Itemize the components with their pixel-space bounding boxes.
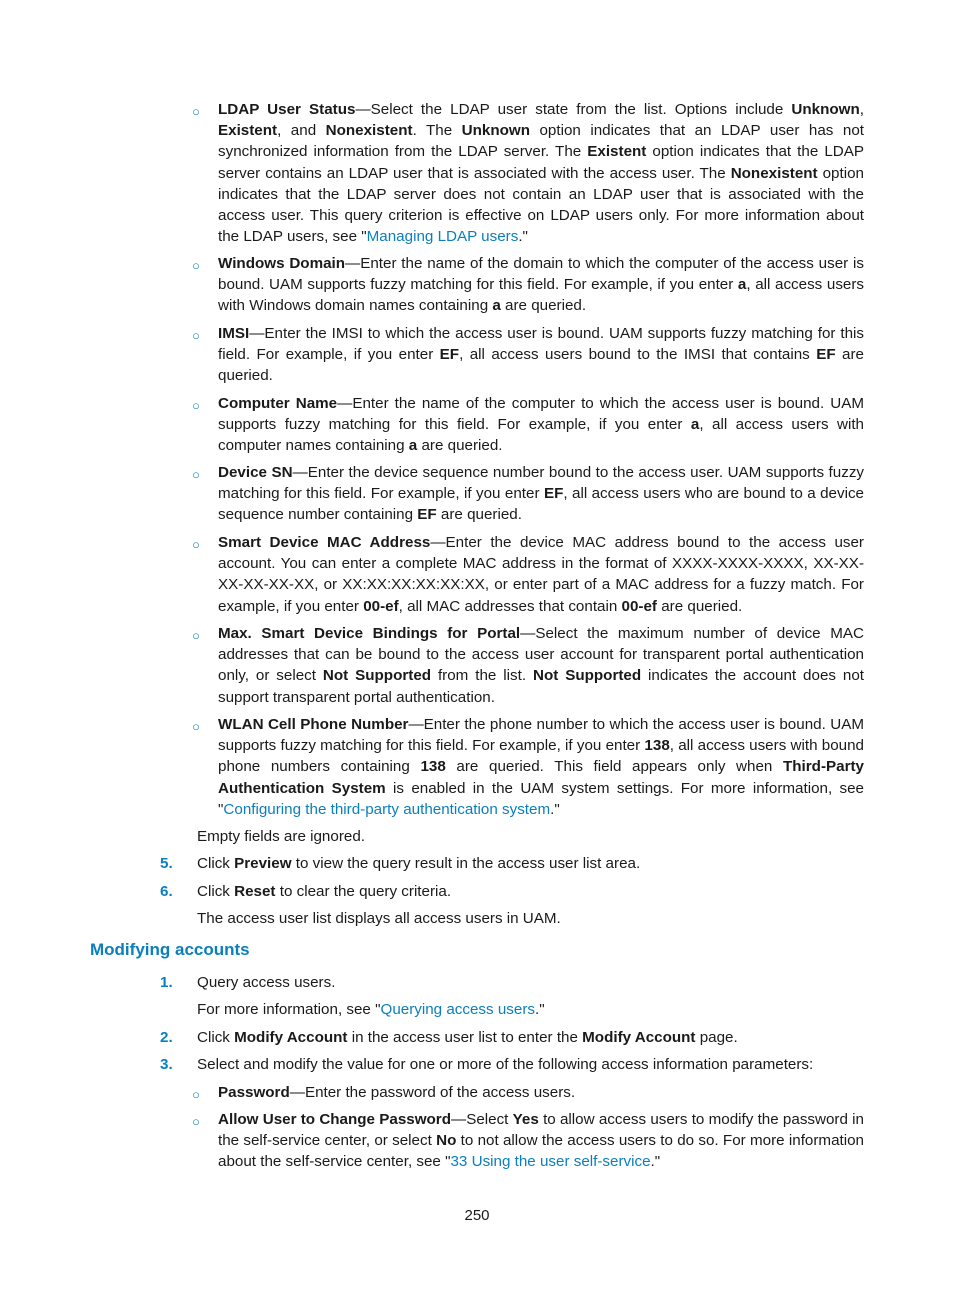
page-number: 250	[464, 1207, 490, 1224]
bold-term: Existent	[218, 122, 278, 140]
bold-term: Not Supported	[532, 667, 642, 685]
text-run: —Enter the name of the computer to which the access user is bound. UAM supports fuzzy matching for this field. For example, if you enter	[218, 395, 865, 434]
bold-term: Max. Smart Device Bindings for Portal	[218, 625, 521, 642]
item-device-sn	[218, 462, 864, 526]
text-run: option indicates that an LDAP user has not synchronized information from the LDAP server. The	[218, 122, 864, 161]
query-note	[197, 999, 864, 1020]
text-run: in the access user list to enter the	[347, 1029, 583, 1046]
text-run: For more information, see "	[197, 1001, 381, 1018]
bold-term: Modify Account	[582, 1029, 696, 1046]
bold-term: Unknown	[461, 122, 530, 140]
step-preview	[197, 853, 864, 874]
text-run: Click	[197, 1029, 235, 1046]
bold-term: Nonexistent	[730, 164, 818, 182]
bold-term: a	[690, 416, 700, 434]
section-heading: Modifying accounts	[90, 940, 250, 959]
text-run: ."	[550, 800, 560, 818]
bold-term: Not Supported	[322, 667, 432, 685]
text-run: , all MAC addresses that contain	[398, 597, 622, 615]
text-run: indicates the account does not support transparent portal authentication.	[218, 667, 865, 706]
step-number: 6.	[160, 883, 173, 900]
bold-term: a	[408, 437, 418, 455]
item-ldap-user-status	[218, 99, 864, 247]
text-run: are queried.	[218, 346, 864, 385]
bold-term: 138	[644, 737, 670, 755]
bold-term: IMSI	[218, 325, 250, 342]
bullet-icon: ○	[192, 1087, 200, 1102]
bold-term: a	[737, 276, 747, 294]
text-run: are queried.	[500, 297, 587, 315]
text-run: , all access users with computer names containing	[218, 416, 864, 455]
text-run: to allow access users to modify the password in the self-service center, or select	[218, 1111, 864, 1150]
text-run: . The	[412, 122, 462, 140]
bullet-icon: ○	[192, 328, 200, 343]
bold-term: Third-Party Authentication System	[218, 758, 864, 797]
text-run: —Select the LDAP user state from the list. Options include	[355, 101, 792, 118]
bullet-icon: ○	[192, 628, 200, 643]
text-run: —Enter the device MAC address bound to the access user account. You can enter a complete MAC address in the format of XXXX-XXXX-XXXX, XX-XX-XX-XX-XX-XX, or XX:XX:XX:XX:XX:XX, or enter part of a MAC address for a fuzzy match. For example, if you enter	[218, 534, 864, 615]
text-run: to clear the query criteria.	[275, 883, 452, 900]
text-run: are queried.	[417, 437, 503, 455]
text-run: page.	[695, 1029, 738, 1046]
bold-term: 138	[420, 758, 446, 776]
text-run: are queried.	[436, 506, 522, 524]
bold-term: No	[436, 1132, 457, 1150]
item-allow-change-password	[218, 1109, 864, 1173]
step-reset	[197, 881, 864, 902]
text-run: ."	[650, 1153, 661, 1171]
text-run: option indicates that the LDAP server contains an LDAP user that is associated with the access user. The	[218, 143, 864, 182]
item-smart-device-mac	[218, 532, 864, 617]
text-run: —Enter the phone number to which the access user is bound. UAM supports fuzzy matching for this field. For example, if you enter	[218, 716, 864, 755]
bold-term: EF	[439, 346, 460, 364]
step-number: 2.	[160, 1029, 173, 1046]
bold-term: 00-ef	[621, 597, 657, 615]
bold-term: a	[492, 297, 501, 315]
text-run: Query access users.	[197, 974, 336, 991]
item-computer-name	[218, 393, 864, 457]
cross-reference-link[interactable]: Querying access users	[380, 1001, 535, 1018]
bold-term: EF	[816, 346, 836, 364]
step-modify-account	[197, 1027, 864, 1048]
bold-term: WLAN Cell Phone Number	[218, 716, 409, 733]
text-run: , all access users with Windows domain names containing	[218, 276, 865, 315]
step-select-modify	[197, 1054, 864, 1075]
item-windows-domain	[218, 253, 864, 317]
bold-term: 00-ef	[363, 597, 399, 615]
bold-term: Preview	[234, 855, 292, 872]
text-run: Click	[197, 855, 235, 872]
text-run: , all access users bound to the IMSI that contains	[459, 346, 817, 364]
text-run: ,	[859, 101, 864, 118]
text-run: Click	[197, 883, 235, 900]
text-run: —Enter the IMSI to which the access user is bound. UAM supports fuzzy matching for this field. For example, if you enter	[218, 325, 864, 364]
bold-term: LDAP User Status	[218, 101, 356, 118]
bold-term: Yes	[512, 1111, 539, 1128]
text-run: , all access users who are bound to a device sequence number containing	[218, 485, 864, 524]
step-number: 3.	[160, 1056, 173, 1073]
bold-term: Modify Account	[234, 1029, 348, 1046]
step-number: 1.	[160, 974, 173, 991]
bullet-icon: ○	[192, 467, 200, 482]
text-run: , and	[277, 122, 326, 140]
text-run: ."	[534, 1001, 545, 1018]
text-run: —Enter the password of the access users.	[289, 1084, 576, 1101]
item-max-smart-device-bindings	[218, 623, 864, 708]
access-user-list-note: The access user list displays all access users in UAM.	[197, 910, 561, 927]
cross-reference-link[interactable]: Managing LDAP users	[366, 228, 519, 246]
bullet-icon: ○	[192, 398, 200, 413]
bold-term: Nonexistent	[325, 122, 413, 140]
bold-term: Password	[218, 1084, 290, 1101]
text-run: —Enter the device sequence number bound to the access user. UAM supports fuzzy matching for this field. For example, if you enter	[218, 464, 865, 503]
bold-term: Unknown	[791, 101, 860, 118]
bullet-icon: ○	[192, 258, 200, 273]
item-imsi	[218, 323, 864, 387]
item-wlan-cell-phone	[218, 714, 864, 820]
item-password	[218, 1082, 864, 1103]
text-run: —Select the maximum number of device MAC addresses that can be bound to the access user account for transparent portal authentication only, or select	[218, 625, 864, 685]
bold-term: Computer Name	[218, 395, 338, 412]
text-run: Select and modify the value for one or more of the following access information parameters:	[197, 1056, 814, 1073]
text-run: —Enter the name of the domain to which the computer of the access user is bound. UAM supports fuzzy matching for this field. For example, if you enter	[218, 255, 864, 294]
text-run: are queried.	[657, 597, 743, 615]
cross-reference-link[interactable]: Configuring the third-party authentication system	[223, 800, 551, 818]
bold-term: Allow User to Change Password	[218, 1111, 451, 1128]
step-number: 5.	[160, 855, 173, 872]
empty-fields-note: Empty fields are ignored.	[197, 828, 365, 845]
bullet-icon: ○	[192, 719, 200, 734]
bold-term: Reset	[234, 883, 276, 900]
text-run: option indicates that the LDAP server does not contain an LDAP user that is associated with the access user. This query criterion is effective on LDAP users only. For more information about the LDAP users, see "	[218, 164, 864, 246]
text-run: , all access users with bound phone numbers containing	[218, 737, 864, 776]
bullet-icon: ○	[192, 1114, 200, 1129]
bullet-icon: ○	[192, 537, 200, 552]
bold-term: EF	[543, 485, 564, 503]
bold-term: Existent	[587, 143, 647, 161]
text-run: —Select	[451, 1111, 513, 1128]
bold-term: EF	[417, 506, 437, 524]
text-run: to not allow the access users to do so. For more information about the self-service center, see "	[218, 1132, 865, 1171]
bold-term: Device SN	[218, 464, 293, 481]
text-run: from the list.	[431, 667, 533, 685]
bold-term: Smart Device MAC Address	[218, 534, 431, 551]
bold-term: Windows Domain	[218, 255, 346, 272]
step-query	[197, 972, 864, 993]
cross-reference-link[interactable]: 33 Using the user self-service	[450, 1153, 651, 1171]
text-run: is enabled in the UAM system settings. For more information, see "	[218, 779, 865, 818]
text-run: ."	[518, 228, 528, 246]
text-run: are queried. This field appears only when	[445, 758, 783, 776]
text-run: to view the query result in the access user list area.	[291, 855, 641, 872]
bullet-icon: ○	[192, 104, 200, 119]
